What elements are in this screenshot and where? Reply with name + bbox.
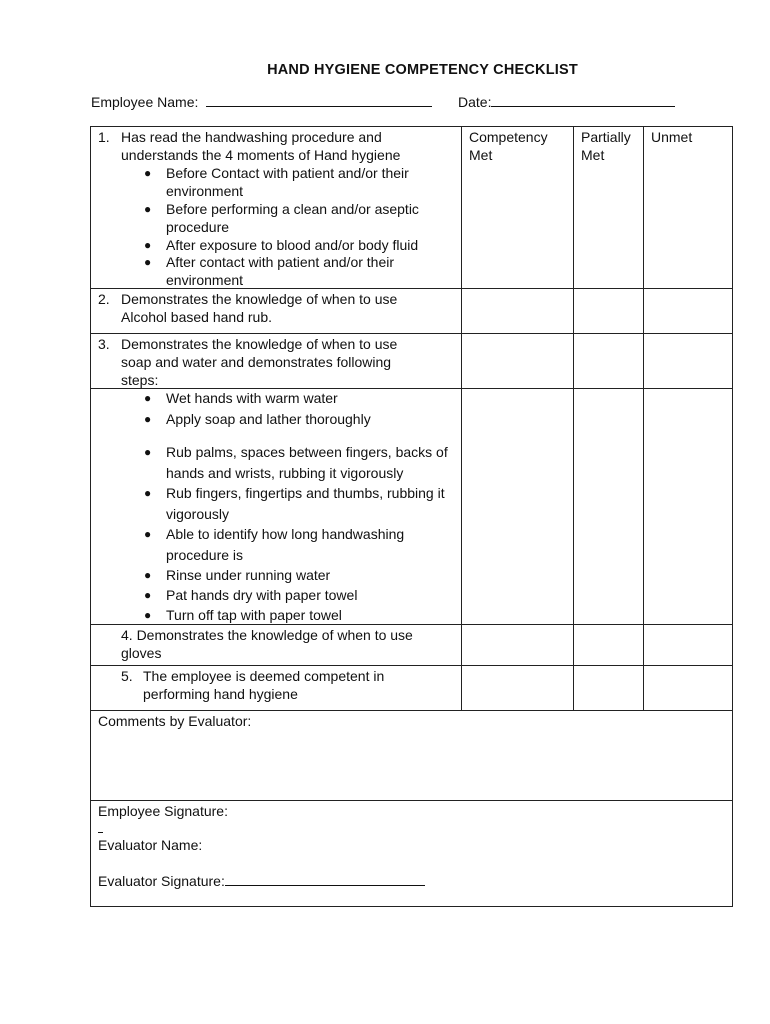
bullet-text: Before Contact with patient and/or their environment	[166, 165, 409, 199]
header-competency-met: Competency Met	[469, 129, 548, 163]
document-title: HAND HYGIENE COMPETENCY CHECKLIST	[267, 62, 578, 78]
bullet-icon: ●	[144, 527, 152, 541]
evaluator-name-label: Evaluator Name:	[98, 837, 203, 853]
bullet-text: Apply soap and lather thoroughly	[166, 411, 371, 427]
comments-area[interactable]	[91, 730, 732, 798]
row-divider-2	[90, 333, 733, 334]
evaluator-signature-line	[98, 872, 425, 890]
row-divider-7	[90, 800, 733, 801]
col-divider-met	[461, 126, 462, 710]
item-1-bullet-4	[144, 253, 456, 289]
date-line	[458, 94, 675, 110]
item-2-number: 2.	[98, 291, 110, 307]
bullet-icon: ●	[144, 608, 152, 622]
evaluator-signature-label: Evaluator Signature:	[98, 873, 225, 889]
employee-signature-label: Employee Signature:	[98, 803, 228, 819]
col-divider-partial	[573, 126, 574, 710]
bullet-icon: ●	[144, 391, 152, 405]
item-1-bullet-1	[144, 164, 456, 200]
bullet-icon: ●	[144, 238, 152, 252]
row-divider-5	[90, 665, 733, 666]
item-1-number: 1.	[98, 129, 110, 145]
comments-label: Comments by Evaluator:	[98, 713, 252, 729]
bullet-text: Before performing a clean and/or aseptic procedure	[166, 201, 419, 235]
bullet-icon: ●	[144, 486, 152, 500]
date-blank[interactable]	[491, 94, 675, 107]
item-2-text: Demonstrates the knowledge of when to use Alcohol based hand rub.	[121, 291, 398, 325]
bullet-icon: ●	[144, 588, 152, 602]
item-3-bullet-4	[144, 483, 458, 524]
row-divider-4	[90, 624, 733, 625]
bullet-text: After contact with patient and/or their environment	[166, 254, 395, 288]
item-3-text: Demonstrates the knowledge of when to use soap and water and demonstrates following steps:	[121, 336, 398, 388]
bullet-text: Rinse under running water	[166, 567, 331, 583]
item-1-bullet-3	[144, 236, 456, 254]
item-3-bullet-1	[144, 389, 456, 407]
item-5-number: 5.	[121, 668, 133, 684]
col-divider-unmet	[643, 126, 644, 710]
item-3-bullet-8	[144, 606, 456, 624]
item-1-bullet-2	[144, 200, 456, 236]
header-partially-met: Partially Met	[581, 129, 631, 163]
bullet-text: Wet hands with warm water	[166, 390, 338, 406]
item-3-bullet-6	[144, 566, 456, 584]
bullet-text: Rub fingers, fingertips and thumbs, rubbing it vigorously	[166, 485, 445, 522]
date-label: Date:	[458, 94, 492, 110]
item-3-number: 3.	[98, 336, 110, 352]
row-divider-6	[90, 710, 733, 711]
bullet-text: Able to identify how long handwashing procedure is	[166, 526, 405, 563]
item-1-text: Has read the handwashing procedure and understands the 4 moments of Hand hygiene	[121, 129, 401, 163]
item-3-bullet-3	[144, 442, 458, 483]
employee-signature-blank[interactable]	[98, 832, 103, 833]
item-3-bullet-7	[144, 586, 456, 604]
bullet-text: Turn off tap with paper towel	[166, 607, 342, 623]
item-5-text: The employee is deemed competent in performing hand hygiene	[143, 668, 385, 702]
bullet-text: After exposure to blood and/or body fluid	[166, 237, 419, 253]
header-unmet: Unmet	[651, 129, 693, 145]
item-3-bullet-5	[144, 524, 436, 565]
employee-name-line	[91, 94, 432, 110]
item-3-bullet-2	[144, 410, 456, 428]
item-4-text: 4. Demonstrates the knowledge of when to use gloves	[121, 627, 413, 661]
bullet-text: Pat hands dry with paper towel	[166, 587, 358, 603]
bullet-icon: ●	[144, 202, 152, 216]
bullet-text: Rub palms, spaces between fingers, backs of hands and wrists, rubbing it vigorously	[166, 444, 448, 481]
employee-name-blank[interactable]	[206, 94, 432, 107]
employee-name-label: Employee Name:	[91, 94, 199, 110]
bullet-icon: ●	[144, 255, 152, 269]
bullet-icon: ●	[144, 166, 152, 180]
bullet-icon: ●	[144, 445, 152, 459]
bullet-icon: ●	[144, 568, 152, 582]
evaluator-signature-blank[interactable]	[225, 872, 425, 886]
bullet-icon: ●	[144, 412, 152, 426]
